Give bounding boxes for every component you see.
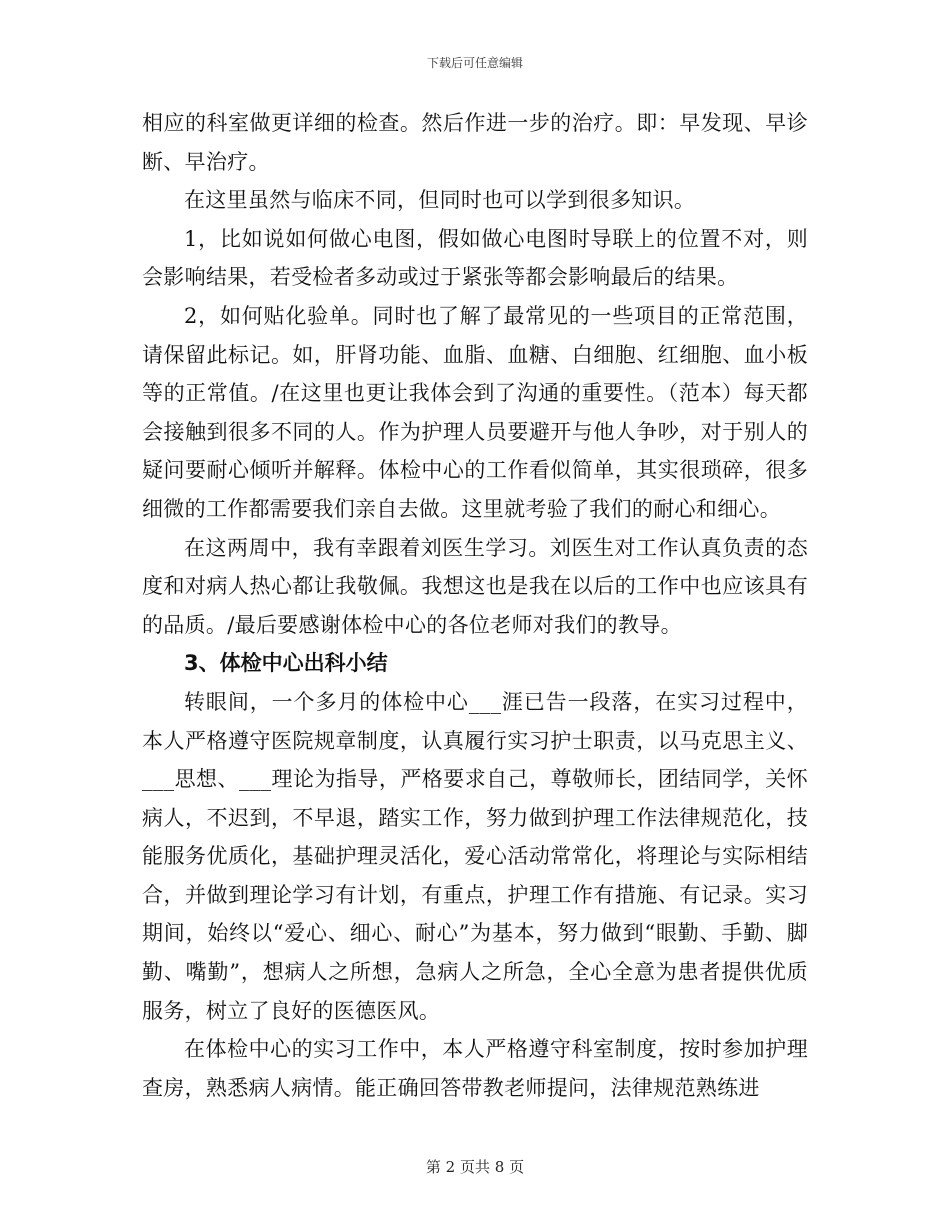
paragraph-item-2: 2，如何贴化验单。同时也了解了最常见的一些项目的正常范围，请保留此标记。如，肝肾功能、血脂、血糖、白细胞、红细胞、血小板等的正常值。/在这里也更让我体会到了沟通的重要性。（范本）每天都会接触到很多不同的人。作为护理人员要避开与他人争吵，对于别人的疑问要耐心倾听并解释。体检中心的工作看似简单，其实很琐碎，很多细微的工作都需要我们亲自去做。这里就考验了我们的耐心和细心。	[142, 303, 808, 521]
page-number: 第 2 页共 8 页	[425, 1158, 525, 1176]
document-body	[142, 104, 808, 1107]
section-heading: 3、体检中心出科小结	[184, 651, 388, 676]
paragraph-thanks: 在这两周中，我有幸跟着刘医生学习。刘医生对工作认真负责的态度和对病人热心都让我敬佩。我想这也是我在以后的工作中也应该具有的品质。/最后要感谢体检中心的各位老师对我们的教导。	[142, 535, 808, 637]
paragraph-intro: 在这里虽然与临床不同，但同时也可以学到很多知识。	[184, 188, 696, 213]
paragraph-summary: 转眼间，一个多月的体检中心___涯已告一段落，在实习过程中，本人严格遵守医院规章制度，认真履行实习护士职责，以马克思主义、___思想、___理论为指导，严格要求自己，尊敬师长，团结同学，关怀病人，不迟到，不早退，踏实工作，努力做到护理工作法律规范化，技能服务优质化，基础护理灵活化，爱心活动常常化，将理论与实际相结合，并做到理论学习有计划，有重点，护理工作有措施、有记录。实习期间，始终以“爱心、细心、耐心”为基本，努力做到“眼勤、手勤、脚勤、嘴勤”，想病人之所想，急病人之所急，全心全意为患者提供优质服务，树立了良好的医德医风。	[142, 689, 808, 1023]
paragraph-item-1: 1，比如说如何做心电图，假如做心电图时导联上的位置不对，则会影响结果，若受检者多动或过于紧张等都会影响最后的结果。	[142, 226, 808, 290]
page-header: 下载后可任意编辑	[426, 56, 523, 70]
paragraph-continuation: 相应的科室做更详细的检查。然后作进一步的治疗。即：早发现、早诊断、早治疗。	[142, 111, 808, 174]
paragraph-practice: 在体检中心的实习工作中，本人严格遵守科室制度，按时参加护理查房，熟悉病人病情。能正确回答带教老师提问，法律规范熟练进	[142, 1037, 808, 1100]
